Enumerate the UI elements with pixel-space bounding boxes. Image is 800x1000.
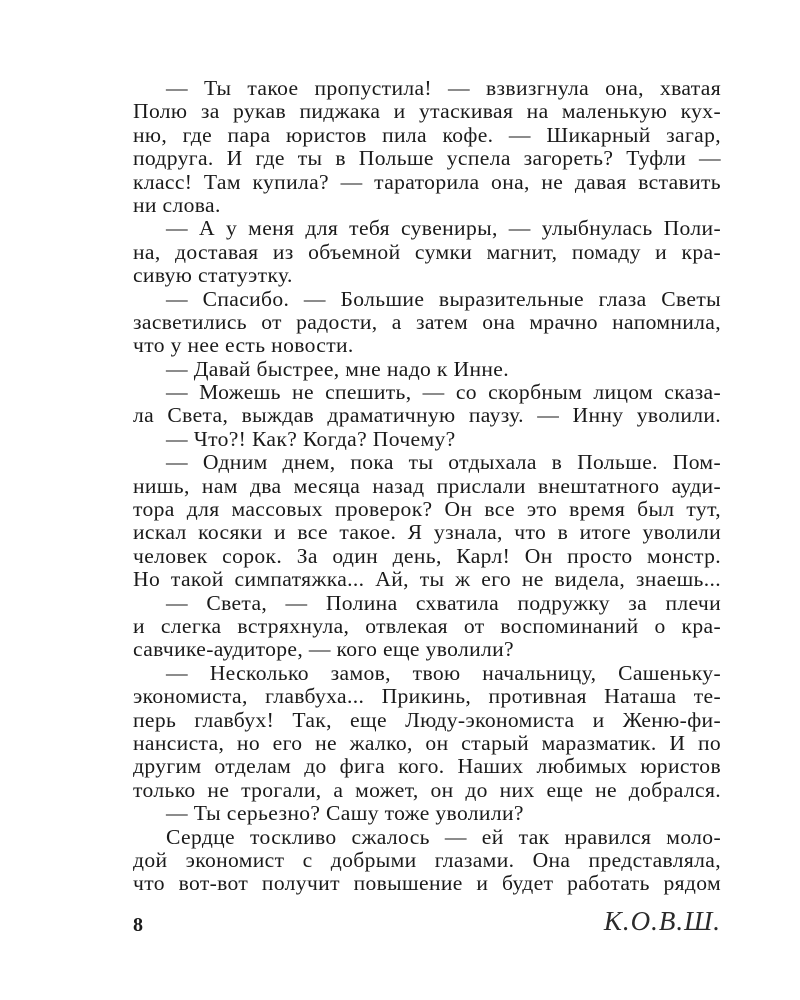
text-line: савчике-аудиторе, — кого еще уволили? bbox=[133, 637, 514, 662]
text-line: экономиста, главбуха... Прикинь, противная Наташа те- bbox=[133, 684, 721, 709]
text-line: ню, где пара юристов пила кофе. — Шикарный загар, bbox=[133, 122, 721, 147]
text-line: — Ты серьезно? Сашу тоже уволили? bbox=[166, 801, 524, 826]
author-mark: К.О.В.Ш. bbox=[603, 906, 721, 936]
text-line: на, доставая из объемной сумки магнит, помаду и кра- bbox=[133, 239, 721, 264]
text-line: — Спасибо. — Большие выразительные глаза Светы bbox=[166, 286, 721, 311]
text-line: и слегка встряхнула, отвлекая от воспоминаний о кра- bbox=[133, 613, 721, 638]
page-footer bbox=[133, 906, 721, 946]
body-text bbox=[133, 77, 721, 896]
text-line: другим отделам до фига кого. Наших любимых юристов bbox=[133, 754, 721, 779]
text-line: перь главбух! Так, еще Люду-экономиста и Женю-фи- bbox=[133, 707, 721, 732]
text-line: только не трогали, а может, он до них еще не добрался. bbox=[133, 777, 721, 802]
text-line: подруга. И где ты в Польше успела загореть? Туфли — bbox=[133, 146, 721, 171]
text-line: — Одним днем, пока ты отдыхала в Польше. Пом- bbox=[166, 450, 721, 475]
text-line: — А у меня для тебя сувениры, — улыбнулась Поли- bbox=[166, 216, 721, 241]
text-line: — Света, — Полина схватила подружку за плечи bbox=[166, 590, 721, 615]
text-line: нансиста, но его не жалко, он старый маразматик. И по bbox=[133, 730, 721, 755]
text-line: сивую статуэтку. bbox=[133, 263, 293, 288]
text-line: ни слова. bbox=[133, 192, 221, 217]
text-line: Сердце тоскливо сжалось — ей так нравился моло- bbox=[166, 824, 721, 849]
text-line: Полю за рукав пиджака и утаскивая на маленькую кух- bbox=[133, 99, 721, 124]
text-line: дой экономист с добрыми глазами. Она представляла, bbox=[133, 847, 721, 872]
text-line: — Несколько замов, твою начальницу, Сашеньку- bbox=[166, 660, 721, 685]
text-line: Но такой симпатяжка... Ай, ты ж его не видела, знаешь... bbox=[133, 567, 721, 592]
text-line: — Ты такое пропустила! — взвизгнула она, хватая bbox=[166, 76, 721, 100]
text-line: — Что?! Как? Когда? Почему? bbox=[166, 426, 456, 451]
text-line: — Давай быстрее, мне надо к Инне. bbox=[166, 356, 509, 381]
text-line: ла Света, выждав драматичную паузу. — Инну уволили. bbox=[133, 403, 721, 428]
text-line: тора для массовых проверок? Он все это время был тут, bbox=[133, 497, 721, 522]
text-line: — Можешь не спешить, — со скорбным лицом сказа- bbox=[166, 380, 721, 405]
text-line: искал косяки и все такое. Я узнала, что в итоге уволили bbox=[133, 520, 721, 545]
text-line: что вот-вот получит повышение и будет работать рядом bbox=[133, 871, 721, 896]
text-line: человек сорок. За один день, Карл! Он просто монстр. bbox=[133, 543, 721, 568]
text-line: класс! Там купила? — тараторила она, не давая вставить bbox=[133, 169, 721, 194]
text-line: что у нее есть новости. bbox=[133, 333, 354, 358]
page-number: 8 bbox=[133, 914, 143, 936]
text-line: нишь, нам два месяца назад прислали внештатного ауди- bbox=[133, 473, 721, 498]
text-line: засветились от радости, а затем она мрачно напомнила, bbox=[133, 309, 721, 334]
